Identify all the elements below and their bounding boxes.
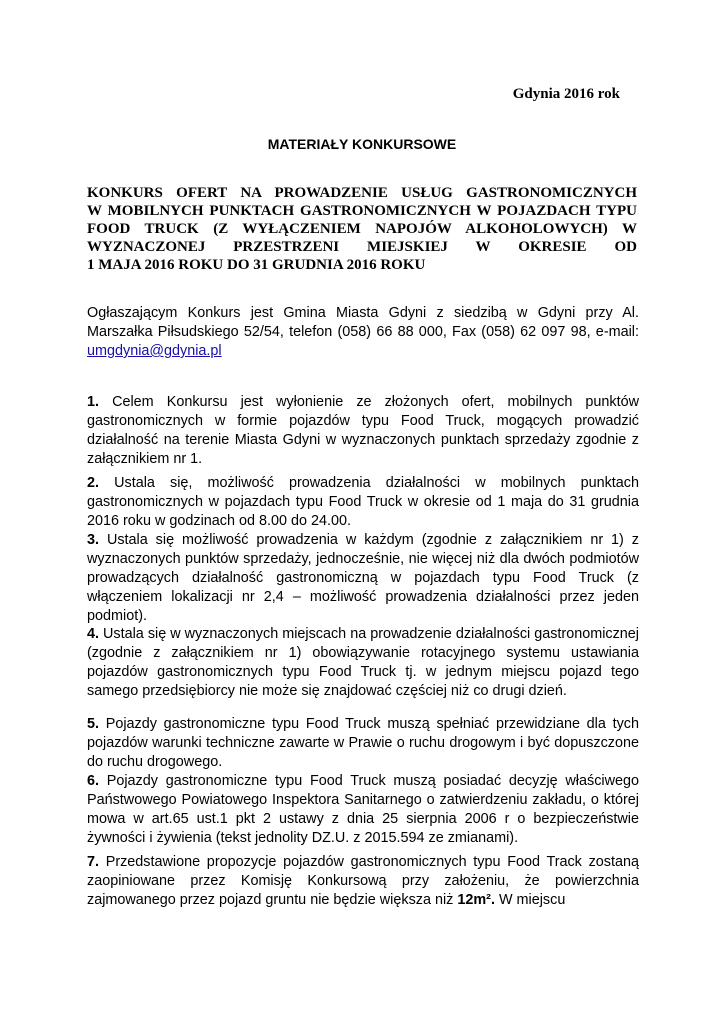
area-limit: 12m². bbox=[457, 892, 495, 908]
paragraph-text: Przedstawione propozycje pojazdów gastronomicznych typu Food Track zostaną zaopiniowane przez Komisję Konkursową przy założeniu, że powierzchnia zajmowanego przez pojazd gruntu nie będzie większa niż bbox=[87, 854, 639, 908]
paragraph-text: Ustala się w wyznaczonych miejscach na prowadzenie działalności gastronomicznej (zgodnie z załącznikiem nr 1) obowiązywanie rotacyjnego systemu ustawiania pojazdów gastronomicznych typu Food Truck tj. w jednym miejscu pojazd tego samego przedsiębiorcy nie może się znajdować częściej niż co drugi dzień. bbox=[87, 626, 639, 699]
document-date: Gdynia 2016 rok bbox=[512, 86, 620, 102]
paragraph-text: Pojazdy gastronomiczne typu Food Truck muszą spełniać przewidziane dla tych pojazdów warunki techniczne zawarte w Prawie o ruchu drogowym i być dopuszczone do ruchu drogowego. bbox=[87, 716, 639, 770]
heading-line: W MOBILNYCH PUNKTACH GASTRONOMICZNYCH W POJAZDACH TYPU bbox=[87, 203, 637, 219]
paragraph-5 bbox=[87, 715, 639, 772]
paragraph-2 bbox=[87, 474, 639, 531]
paragraph-number: 2. bbox=[87, 475, 100, 491]
paragraph-number: 5. bbox=[87, 716, 100, 732]
paragraph-text: Ustala się, możliwość prowadzenia działalności w mobilnych punktach gastronomicznych w pojazdach typu Food Truck w okresie od 1 maja do 31 grudnia 2016 roku w godzinach od 8.00 do 24.00. bbox=[87, 475, 639, 529]
heading-line: KONKURS OFERT NA PROWADZENIE USŁUG GASTRONOMICZNYCH bbox=[87, 185, 637, 201]
email-link[interactable]: umgdynia@gdynia.pl bbox=[87, 343, 222, 359]
paragraph-number: 6. bbox=[87, 773, 100, 789]
heading-line: 1 MAJA 2016 ROKU DO 31 GRUDNIA 2016 ROKU bbox=[87, 257, 426, 273]
paragraph-text: Ustala się możliwość prowadzenia w każdym (zgodnie z załącznikiem nr 1) z wyznaczonych punktów sprzedaży, jednocześnie, nie więcej niż dla dwóch podmiotów prowadzących działalność gastronomiczną w pojazdach typu Food Truck (z włączeniem lokalizacji nr 2,4 – możliwość prowadzenia działalności przez jeden podmiot). bbox=[87, 532, 639, 624]
document-title: MATERIAŁY KONKURSOWE bbox=[267, 136, 457, 152]
paragraph-tail: W miejscu bbox=[494, 892, 566, 908]
heading-line: WYZNACZONEJ PRZESTRZENI MIEJSKIEJ W OKRESIE OD bbox=[87, 239, 637, 255]
paragraph-text: Celem Konkursu jest wyłonienie ze złożonych ofert, mobilnych punktów gastronomicznych w formie pojazdów typu Food Truck, mogących prowadzić działalność na terenie Miasta Gdyni w wyznaczonych punktach sprzedaży zgodnie z załącznikiem nr 1. bbox=[87, 394, 639, 467]
paragraph-number: 3. bbox=[87, 532, 100, 548]
heading-line: FOOD TRUCK (Z WYŁĄCZENIEM NAPOJÓW ALKOHOLOWYCH) W bbox=[87, 221, 637, 237]
paragraph-4 bbox=[87, 625, 639, 701]
paragraph-7 bbox=[87, 853, 639, 910]
competition-heading bbox=[87, 184, 637, 274]
paragraph-number: 1. bbox=[87, 394, 100, 410]
announcement-paragraph bbox=[87, 304, 639, 361]
paragraph-3 bbox=[87, 531, 639, 626]
announcement-text: Ogłaszającym Konkurs jest Gmina Miasta Gdyni z siedzibą w Gdyni przy Al. Marszałka Piłsudskiego 52/54, telefon (058) 66 88 000, Fax (058) 62 097 98, e-mail: bbox=[87, 305, 639, 340]
paragraph-6 bbox=[87, 772, 639, 848]
paragraph-number: 4. bbox=[87, 626, 100, 642]
paragraph-1 bbox=[87, 393, 639, 469]
paragraph-number: 7. bbox=[87, 854, 100, 870]
paragraph-text: Pojazdy gastronomiczne typu Food Truck muszą posiadać decyzję właściwego Państwowego Powiatowego Inspektora Sanitarnego o zatwierdzeniu zakładu, o której mowa w art.65 ust.1 pkt 2 ustawy z dnia 25 sierpnia 2006 r o bezpieczeństwie żywności i żywienia (tekst jednolity DZ.U. z 2015.594 ze zmianami). bbox=[87, 773, 639, 846]
